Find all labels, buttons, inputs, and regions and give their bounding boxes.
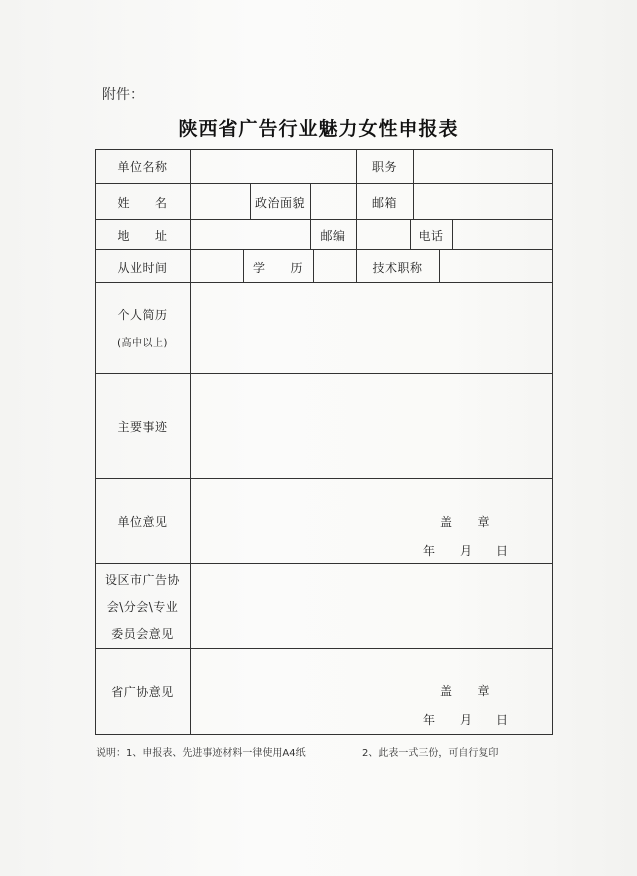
unit-name-label: 单位名称 [117,160,168,174]
resume-field[interactable] [191,283,552,373]
political-status-label: 政治面貌 [254,196,305,210]
email-label: 邮箱 [371,196,397,210]
achievements-field[interactable] [191,374,552,478]
work-time-label: 从业时间 [117,261,168,275]
phone-field[interactable] [453,220,552,249]
city-opinion-label-line2: 会\分会\专业 [106,600,179,614]
address-field[interactable] [191,220,310,249]
seal-label: 盖 章 [440,515,491,529]
city-opinion-label-line1: 设区市广告协 [104,573,180,587]
position-field[interactable] [414,150,552,183]
postcode-label: 邮编 [320,229,346,243]
month-label: 月 [460,544,473,558]
email-field[interactable] [414,184,552,219]
resume-label: 个人简历 [117,308,168,322]
education-label: 学 历 [252,261,303,275]
education-field[interactable] [314,250,356,282]
address-label: 地 址 [117,229,168,243]
work-time-field[interactable] [191,250,243,282]
table-border-bottom [95,734,553,735]
resume-note: (高中以上) [117,338,168,349]
city-opinion-label-line3: 委员会意见 [111,627,174,641]
unit-name-field[interactable] [191,150,356,183]
unit-opinion-label: 单位意见 [117,515,168,529]
footnote-2: 2、此表一式三份，可自行复印 [362,748,499,759]
day-label: 日 [496,544,509,558]
political-status-field[interactable] [311,184,356,219]
city-opinion-field[interactable] [191,564,552,648]
attachment-label: 附件： [102,87,144,103]
tech-title-label: 技术职称 [372,261,423,275]
tech-title-field[interactable] [440,250,552,282]
year-label: 年 [423,544,436,558]
postcode-field[interactable] [357,220,410,249]
month-label: 月 [460,713,473,727]
name-label: 姓 名 [117,196,168,210]
seal-label: 盖 章 [440,684,491,698]
position-label: 职务 [371,160,397,174]
achievements-label: 主要事迹 [117,420,168,434]
name-field[interactable] [191,184,250,219]
phone-label: 电话 [418,229,444,243]
day-label: 日 [496,713,509,727]
page-title: 陕西省广告行业魅力女性申报表 [178,118,459,140]
footnote-1: 说明：1、申报表、先进事迹材料一律使用A4纸 [96,748,306,759]
year-label: 年 [423,713,436,727]
prov-opinion-label: 省广协意见 [111,685,174,699]
